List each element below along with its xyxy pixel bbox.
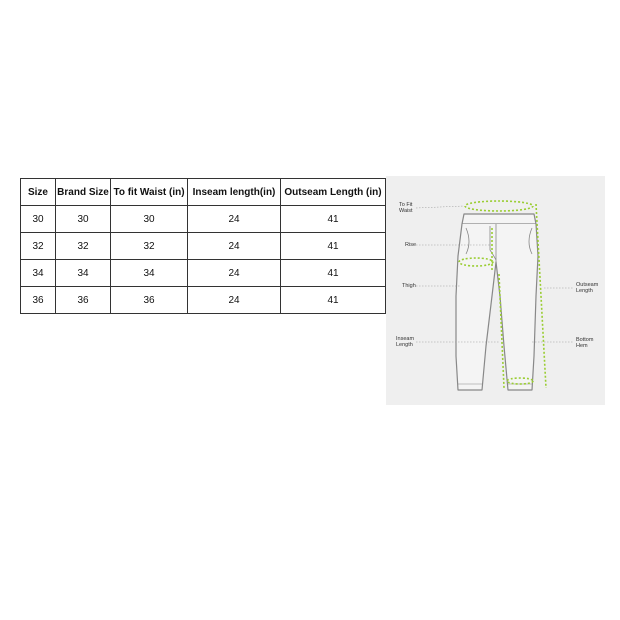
cell-size: 36 <box>21 287 56 314</box>
waist-label-line2: Waist <box>399 208 413 214</box>
cell-outseam: 41 <box>281 260 386 287</box>
cell-brand-size: 36 <box>56 287 111 314</box>
waist-measure <box>465 201 533 211</box>
cell-inseam: 24 <box>188 206 281 233</box>
inseam-label-line1: Inseam <box>396 336 415 342</box>
table-row <box>21 206 386 233</box>
cell-brand-size: 32 <box>56 233 111 260</box>
size-chart-table <box>20 178 386 314</box>
pants-measurement-diagram <box>386 176 605 405</box>
cell-brand-size: 30 <box>56 206 111 233</box>
cell-waist: 36 <box>111 287 188 314</box>
outseam-label <box>576 282 598 294</box>
table-row <box>21 287 386 314</box>
waist-label <box>399 202 413 214</box>
cell-waist: 32 <box>111 233 188 260</box>
cell-size: 32 <box>21 233 56 260</box>
header-brand-size: Brand Size <box>56 179 111 206</box>
table-row <box>21 233 386 260</box>
cell-outseam: 41 <box>281 206 386 233</box>
thigh-label: Thigh <box>402 283 416 289</box>
cell-inseam: 24 <box>188 260 281 287</box>
cell-outseam: 41 <box>281 287 386 314</box>
hem-label-line1: Bottom <box>576 337 594 343</box>
header-inseam: Inseam length(in) <box>188 179 281 206</box>
header-outseam: Outseam Length (in) <box>281 179 386 206</box>
cell-waist: 34 <box>111 260 188 287</box>
outseam-label-line2: Length <box>576 288 593 294</box>
header-waist: To fit Waist (in) <box>111 179 188 206</box>
pants-illustration <box>386 176 605 405</box>
hem-label-line2: Hem <box>576 343 588 349</box>
outseam-measure <box>536 204 546 388</box>
cell-brand-size: 34 <box>56 260 111 287</box>
rise-label: Rise <box>405 242 417 248</box>
cell-outseam: 41 <box>281 233 386 260</box>
outseam-label-line1: Outseam <box>576 282 599 288</box>
header-size: Size <box>21 179 56 206</box>
cell-inseam: 24 <box>188 233 281 260</box>
pants-outline <box>456 214 538 390</box>
cell-size: 34 <box>21 260 56 287</box>
hem-label <box>576 337 593 349</box>
inseam-label <box>396 336 414 348</box>
table-row <box>21 260 386 287</box>
table-header-row <box>21 179 386 206</box>
cell-size: 30 <box>21 206 56 233</box>
waist-label-line1: To Fit <box>399 202 413 208</box>
inseam-label-line2: Length <box>396 342 413 348</box>
cell-inseam: 24 <box>188 287 281 314</box>
cell-waist: 30 <box>111 206 188 233</box>
